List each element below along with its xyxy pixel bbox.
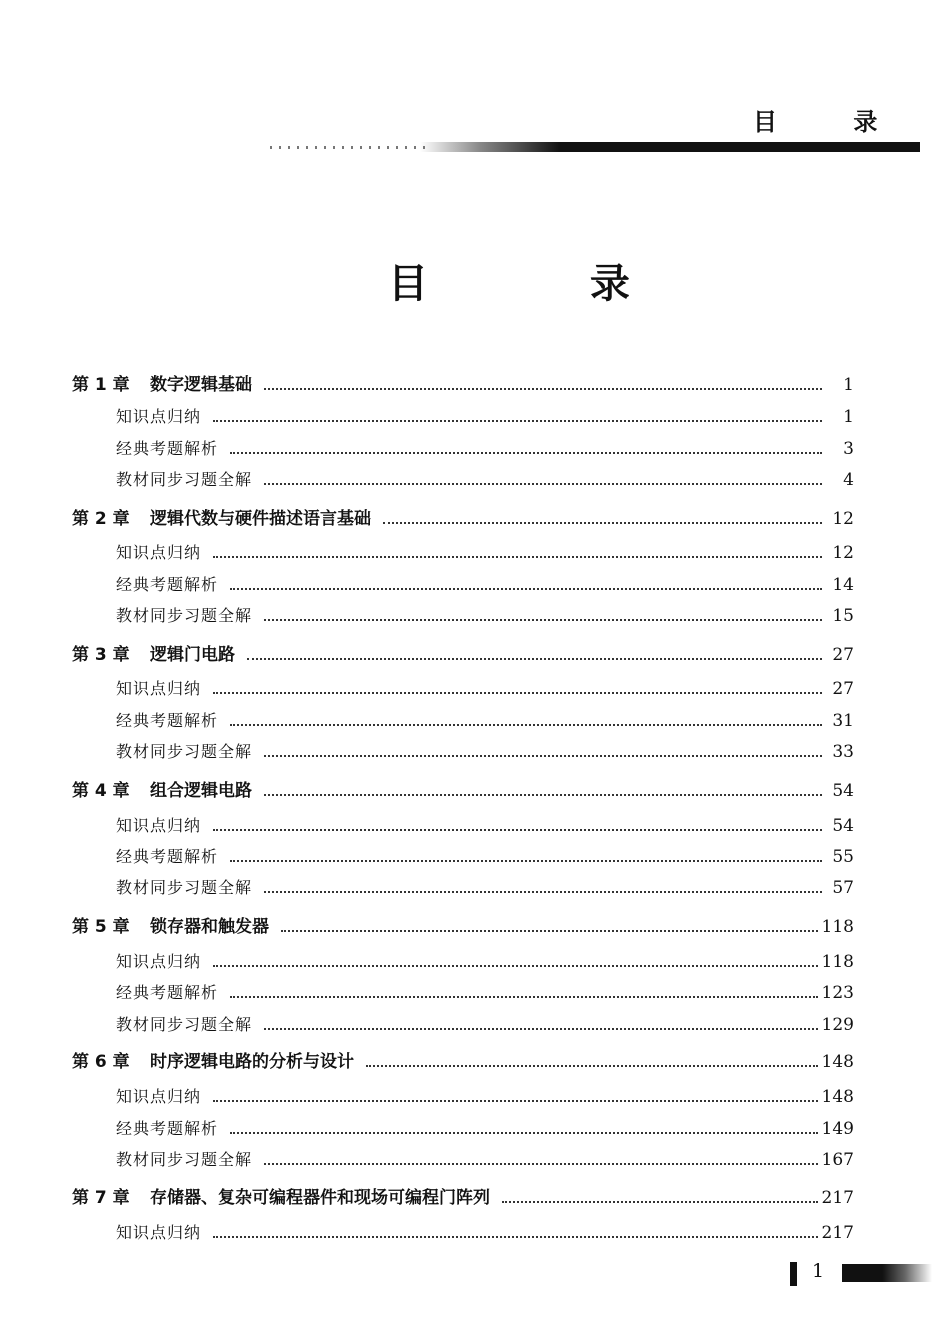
dot-leader bbox=[264, 618, 822, 621]
page-number: 149 bbox=[821, 1119, 854, 1139]
page-number: 118 bbox=[821, 917, 854, 937]
toc-section-entry[interactable] bbox=[116, 436, 854, 464]
section-title: 知识点归纳 bbox=[116, 543, 202, 562]
dot-leader bbox=[213, 555, 822, 558]
toc-section-entry[interactable] bbox=[116, 739, 854, 767]
section-title: 知识点归纳 bbox=[116, 407, 202, 426]
page-number: 167 bbox=[821, 1150, 854, 1170]
chapter-title: 数字逻辑基础 bbox=[150, 375, 252, 395]
page-number: 55 bbox=[832, 847, 854, 867]
section-title: 教材同步习题全解 bbox=[116, 606, 253, 625]
toc-chapter-entry[interactable] bbox=[72, 912, 854, 940]
dot-leader bbox=[230, 1131, 818, 1134]
dot-leader bbox=[264, 387, 822, 390]
dot-leader bbox=[230, 723, 822, 726]
page-number: 27 bbox=[832, 679, 854, 699]
footer-page-number: 1 bbox=[812, 1260, 825, 1282]
page-number: 118 bbox=[821, 952, 854, 972]
page-number: 217 bbox=[821, 1188, 854, 1208]
section-title: 知识点归纳 bbox=[116, 1087, 202, 1106]
dot-leader bbox=[230, 995, 818, 998]
toc-section-entry[interactable] bbox=[116, 467, 854, 495]
section-title: 经典考题解析 bbox=[116, 711, 219, 730]
toc-section-entry[interactable] bbox=[116, 813, 854, 841]
dot-leader bbox=[213, 419, 822, 422]
chapter-title: 逻辑门电路 bbox=[150, 645, 235, 665]
toc-chapter-entry[interactable] bbox=[72, 1047, 854, 1075]
footer-marker bbox=[790, 1262, 797, 1286]
toc-section-entry[interactable] bbox=[116, 708, 854, 736]
dot-leader bbox=[247, 657, 822, 660]
toc-section-entry[interactable] bbox=[116, 844, 854, 872]
section-title: 知识点归纳 bbox=[116, 1223, 202, 1242]
page-number: 217 bbox=[821, 1223, 854, 1243]
dot-leader bbox=[230, 451, 822, 454]
toc-section-entry[interactable] bbox=[116, 1084, 854, 1112]
section-title: 经典考题解析 bbox=[116, 439, 219, 458]
chapter-number: 第 1 章 bbox=[72, 375, 130, 395]
toc-chapter-entry[interactable] bbox=[72, 370, 854, 398]
dot-leader bbox=[264, 890, 822, 893]
section-title: 教材同步习题全解 bbox=[116, 742, 253, 761]
dot-leader bbox=[213, 1235, 818, 1238]
page-number: 54 bbox=[832, 816, 854, 836]
page-number: 148 bbox=[821, 1052, 854, 1072]
page-number: 14 bbox=[832, 575, 854, 595]
page-number: 12 bbox=[832, 509, 854, 529]
page-number: 12 bbox=[832, 543, 854, 563]
page-number: 4 bbox=[843, 470, 854, 490]
section-title: 知识点归纳 bbox=[116, 679, 202, 698]
page-title: 目 录 bbox=[388, 260, 704, 307]
section-title: 知识点归纳 bbox=[116, 952, 202, 971]
dot-leader bbox=[502, 1200, 818, 1203]
toc-chapter-entry[interactable] bbox=[72, 504, 854, 532]
section-title: 教材同步习题全解 bbox=[116, 470, 253, 489]
dot-leader bbox=[281, 929, 818, 932]
dot-leader bbox=[264, 1027, 818, 1030]
toc-chapter-entry[interactable] bbox=[72, 640, 854, 668]
chapter-number: 第 5 章 bbox=[72, 917, 130, 937]
toc-section-entry[interactable] bbox=[116, 1012, 854, 1040]
toc-section-entry[interactable] bbox=[116, 949, 854, 977]
page-number: 1 bbox=[843, 375, 854, 395]
section-title: 教材同步习题全解 bbox=[116, 1015, 253, 1034]
page-number: 148 bbox=[821, 1087, 854, 1107]
chapter-number: 第 6 章 bbox=[72, 1052, 130, 1072]
chapter-number: 第 2 章 bbox=[72, 509, 130, 529]
toc-section-entry[interactable] bbox=[116, 572, 854, 600]
toc-section-entry[interactable] bbox=[116, 1147, 854, 1175]
section-title: 教材同步习题全解 bbox=[116, 1150, 253, 1169]
section-title: 经典考题解析 bbox=[116, 983, 219, 1002]
toc-section-entry[interactable] bbox=[116, 676, 854, 704]
page-number: 54 bbox=[832, 781, 854, 801]
dot-leader bbox=[213, 1099, 818, 1102]
page-number: 123 bbox=[821, 983, 854, 1003]
dot-leader bbox=[264, 1162, 818, 1165]
section-title: 经典考题解析 bbox=[116, 575, 219, 594]
dot-leader bbox=[213, 691, 822, 694]
section-title: 知识点归纳 bbox=[116, 816, 202, 835]
toc-section-entry[interactable] bbox=[116, 404, 854, 432]
toc-chapter-entry[interactable] bbox=[72, 1183, 854, 1211]
dot-leader bbox=[264, 482, 822, 485]
section-title: 经典考题解析 bbox=[116, 847, 219, 866]
dot-leader bbox=[366, 1064, 818, 1067]
chapter-title: 时序逻辑电路的分析与设计 bbox=[150, 1052, 354, 1072]
page-number: 129 bbox=[821, 1015, 854, 1035]
page-number: 15 bbox=[832, 606, 854, 626]
page-number: 31 bbox=[832, 711, 854, 731]
running-header-label: 目 录 bbox=[753, 108, 912, 136]
page-number: 1 bbox=[843, 407, 854, 427]
page-number: 3 bbox=[843, 439, 854, 459]
toc-section-entry[interactable] bbox=[116, 1220, 854, 1248]
toc-section-entry[interactable] bbox=[116, 1116, 854, 1144]
toc-chapter-entry[interactable] bbox=[72, 776, 854, 804]
dot-leader bbox=[213, 964, 818, 967]
section-title: 经典考题解析 bbox=[116, 1119, 219, 1138]
section-title: 教材同步习题全解 bbox=[116, 878, 253, 897]
header-rule bbox=[420, 142, 920, 152]
page-number: 27 bbox=[832, 645, 854, 665]
chapter-title: 组合逻辑电路 bbox=[150, 781, 252, 801]
page-number: 33 bbox=[832, 742, 854, 762]
chapter-number: 第 3 章 bbox=[72, 645, 130, 665]
dot-leader bbox=[264, 793, 822, 796]
dot-leader bbox=[213, 828, 822, 831]
dot-leader bbox=[230, 587, 822, 590]
chapter-title: 锁存器和触发器 bbox=[150, 917, 269, 937]
chapter-title: 存储器、复杂可编程器件和现场可编程门阵列 bbox=[150, 1188, 490, 1208]
chapter-number: 第 4 章 bbox=[72, 781, 130, 801]
footer-decoration bbox=[842, 1264, 932, 1282]
toc-section-entry[interactable] bbox=[116, 980, 854, 1008]
dot-leader bbox=[230, 859, 822, 862]
chapter-title: 逻辑代数与硬件描述语言基础 bbox=[150, 509, 371, 529]
header-rule-specks bbox=[270, 146, 430, 149]
toc-section-entry[interactable] bbox=[116, 603, 854, 631]
page-number: 57 bbox=[832, 878, 854, 898]
dot-leader bbox=[264, 754, 822, 757]
toc-section-entry[interactable] bbox=[116, 540, 854, 568]
dot-leader bbox=[383, 521, 822, 524]
chapter-number: 第 7 章 bbox=[72, 1188, 130, 1208]
toc-section-entry[interactable] bbox=[116, 875, 854, 903]
